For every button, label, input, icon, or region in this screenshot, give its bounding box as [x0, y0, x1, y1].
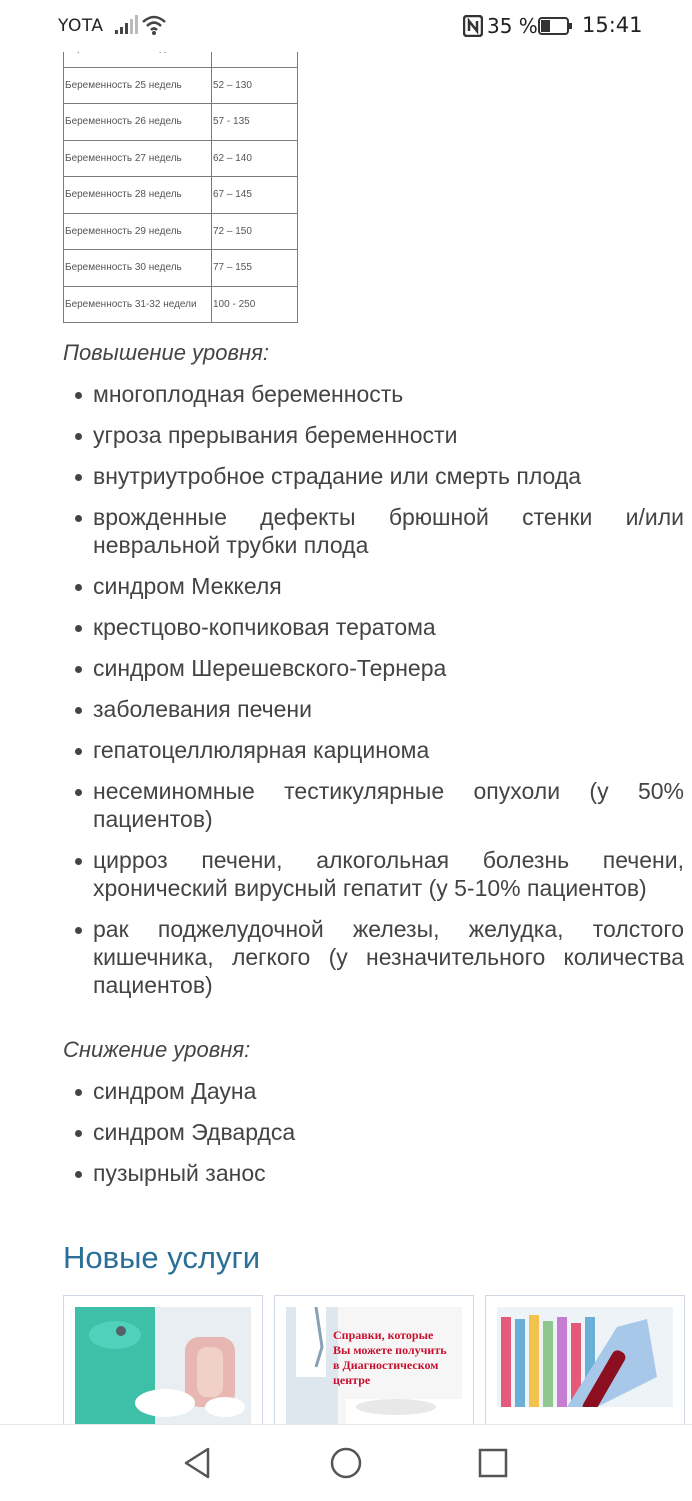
table-cell-week: Беременность 29 недель: [64, 213, 212, 250]
table-cell-week: Беременность 27 недель: [64, 140, 212, 177]
navigation-bar: [0, 1424, 692, 1501]
list-item: рак поджелудочной железы, желудка, толстого кишечника, легкого (у незначительного количества пациентов): [0, 915, 692, 999]
status-bar: [0, 0, 692, 52]
hcg-weeks-table: [63, 30, 298, 323]
table-cell-week: Беременность 26 недель: [64, 104, 212, 141]
list-item: синдром Меккеля: [0, 572, 692, 600]
table-cell-range: 100 - 250: [212, 286, 298, 323]
home-icon[interactable]: [328, 1445, 364, 1481]
nfc-icon: [463, 15, 483, 37]
table-cell-week: Беременность 25 недель: [64, 67, 212, 104]
back-icon[interactable]: [180, 1445, 216, 1481]
list-item: синдром Шерешевского-Тернера: [0, 654, 692, 682]
table-row: [64, 140, 298, 177]
increase-title: Повышение уровня:: [63, 340, 269, 365]
table-cell-range: 57 - 135: [212, 104, 298, 141]
recents-icon[interactable]: [475, 1445, 511, 1481]
service-image-medical-model: [75, 1307, 251, 1425]
list-item: многоплодная беременность: [0, 380, 692, 408]
list-item: угроза прерывания беременности: [0, 421, 692, 449]
clock: 15:41: [582, 13, 643, 37]
list-item: врожденные дефекты брюшной стенки и/или невральной трубки плода: [0, 503, 692, 559]
service-card-1[interactable]: [63, 1295, 263, 1425]
table-row: [64, 177, 298, 214]
table-cell-range: 77 – 155: [212, 250, 298, 287]
signal-icon: [114, 15, 138, 35]
carrier-name: YOTA: [58, 16, 104, 36]
battery-percent: 35 %: [487, 14, 538, 38]
table-row: [64, 213, 298, 250]
table-cell-week: Беременность 30 недель: [64, 250, 212, 287]
decrease-list: [0, 1077, 692, 1200]
table-cell-range: 52 – 130: [212, 67, 298, 104]
list-item: цирроз печени, алкогольная болезнь печени, хронический вирусный гепатит (у 5-10% пациентов): [0, 846, 692, 902]
list-item: синдром Дауна: [0, 1077, 692, 1105]
table-cell-week: Беременность 28 недель: [64, 177, 212, 214]
wifi-icon: [141, 14, 167, 36]
table-cell-range: 72 – 150: [212, 213, 298, 250]
new-services-title: Новые услуги: [63, 1240, 261, 1275]
battery-icon: [538, 17, 572, 35]
list-item: гепатоцеллюлярная карцинома: [0, 736, 692, 764]
table-row: [64, 250, 298, 287]
list-item: заболевания печени: [0, 695, 692, 723]
table-cell-range: 67 – 145: [212, 177, 298, 214]
table-cell-week: Беременность 31-32 недели: [64, 286, 212, 323]
table-row: [64, 67, 298, 104]
table-row: [64, 104, 298, 141]
service-image-test-tubes: [497, 1307, 673, 1425]
list-item: крестцово-копчиковая тератома: [0, 613, 692, 641]
table-cell-range: 62 – 140: [212, 140, 298, 177]
services-carousel[interactable]: [63, 1295, 692, 1425]
table-row: [64, 286, 298, 323]
service-card-2[interactable]: [274, 1295, 474, 1425]
list-item: несеминомные тестикулярные опухоли (у 50% пациентов): [0, 777, 692, 833]
increase-list: [0, 380, 692, 1012]
decrease-title: Снижение уровня:: [63, 1037, 251, 1062]
service-card-3[interactable]: [485, 1295, 685, 1425]
list-item: пузырный занос: [0, 1159, 692, 1187]
list-item: синдром Эдвардса: [0, 1118, 692, 1146]
list-item: внутриутробное страдание или смерть плода: [0, 462, 692, 490]
service-card-caption: Справки, которые Вы можете получить в Диагностическом центре: [333, 1328, 447, 1387]
